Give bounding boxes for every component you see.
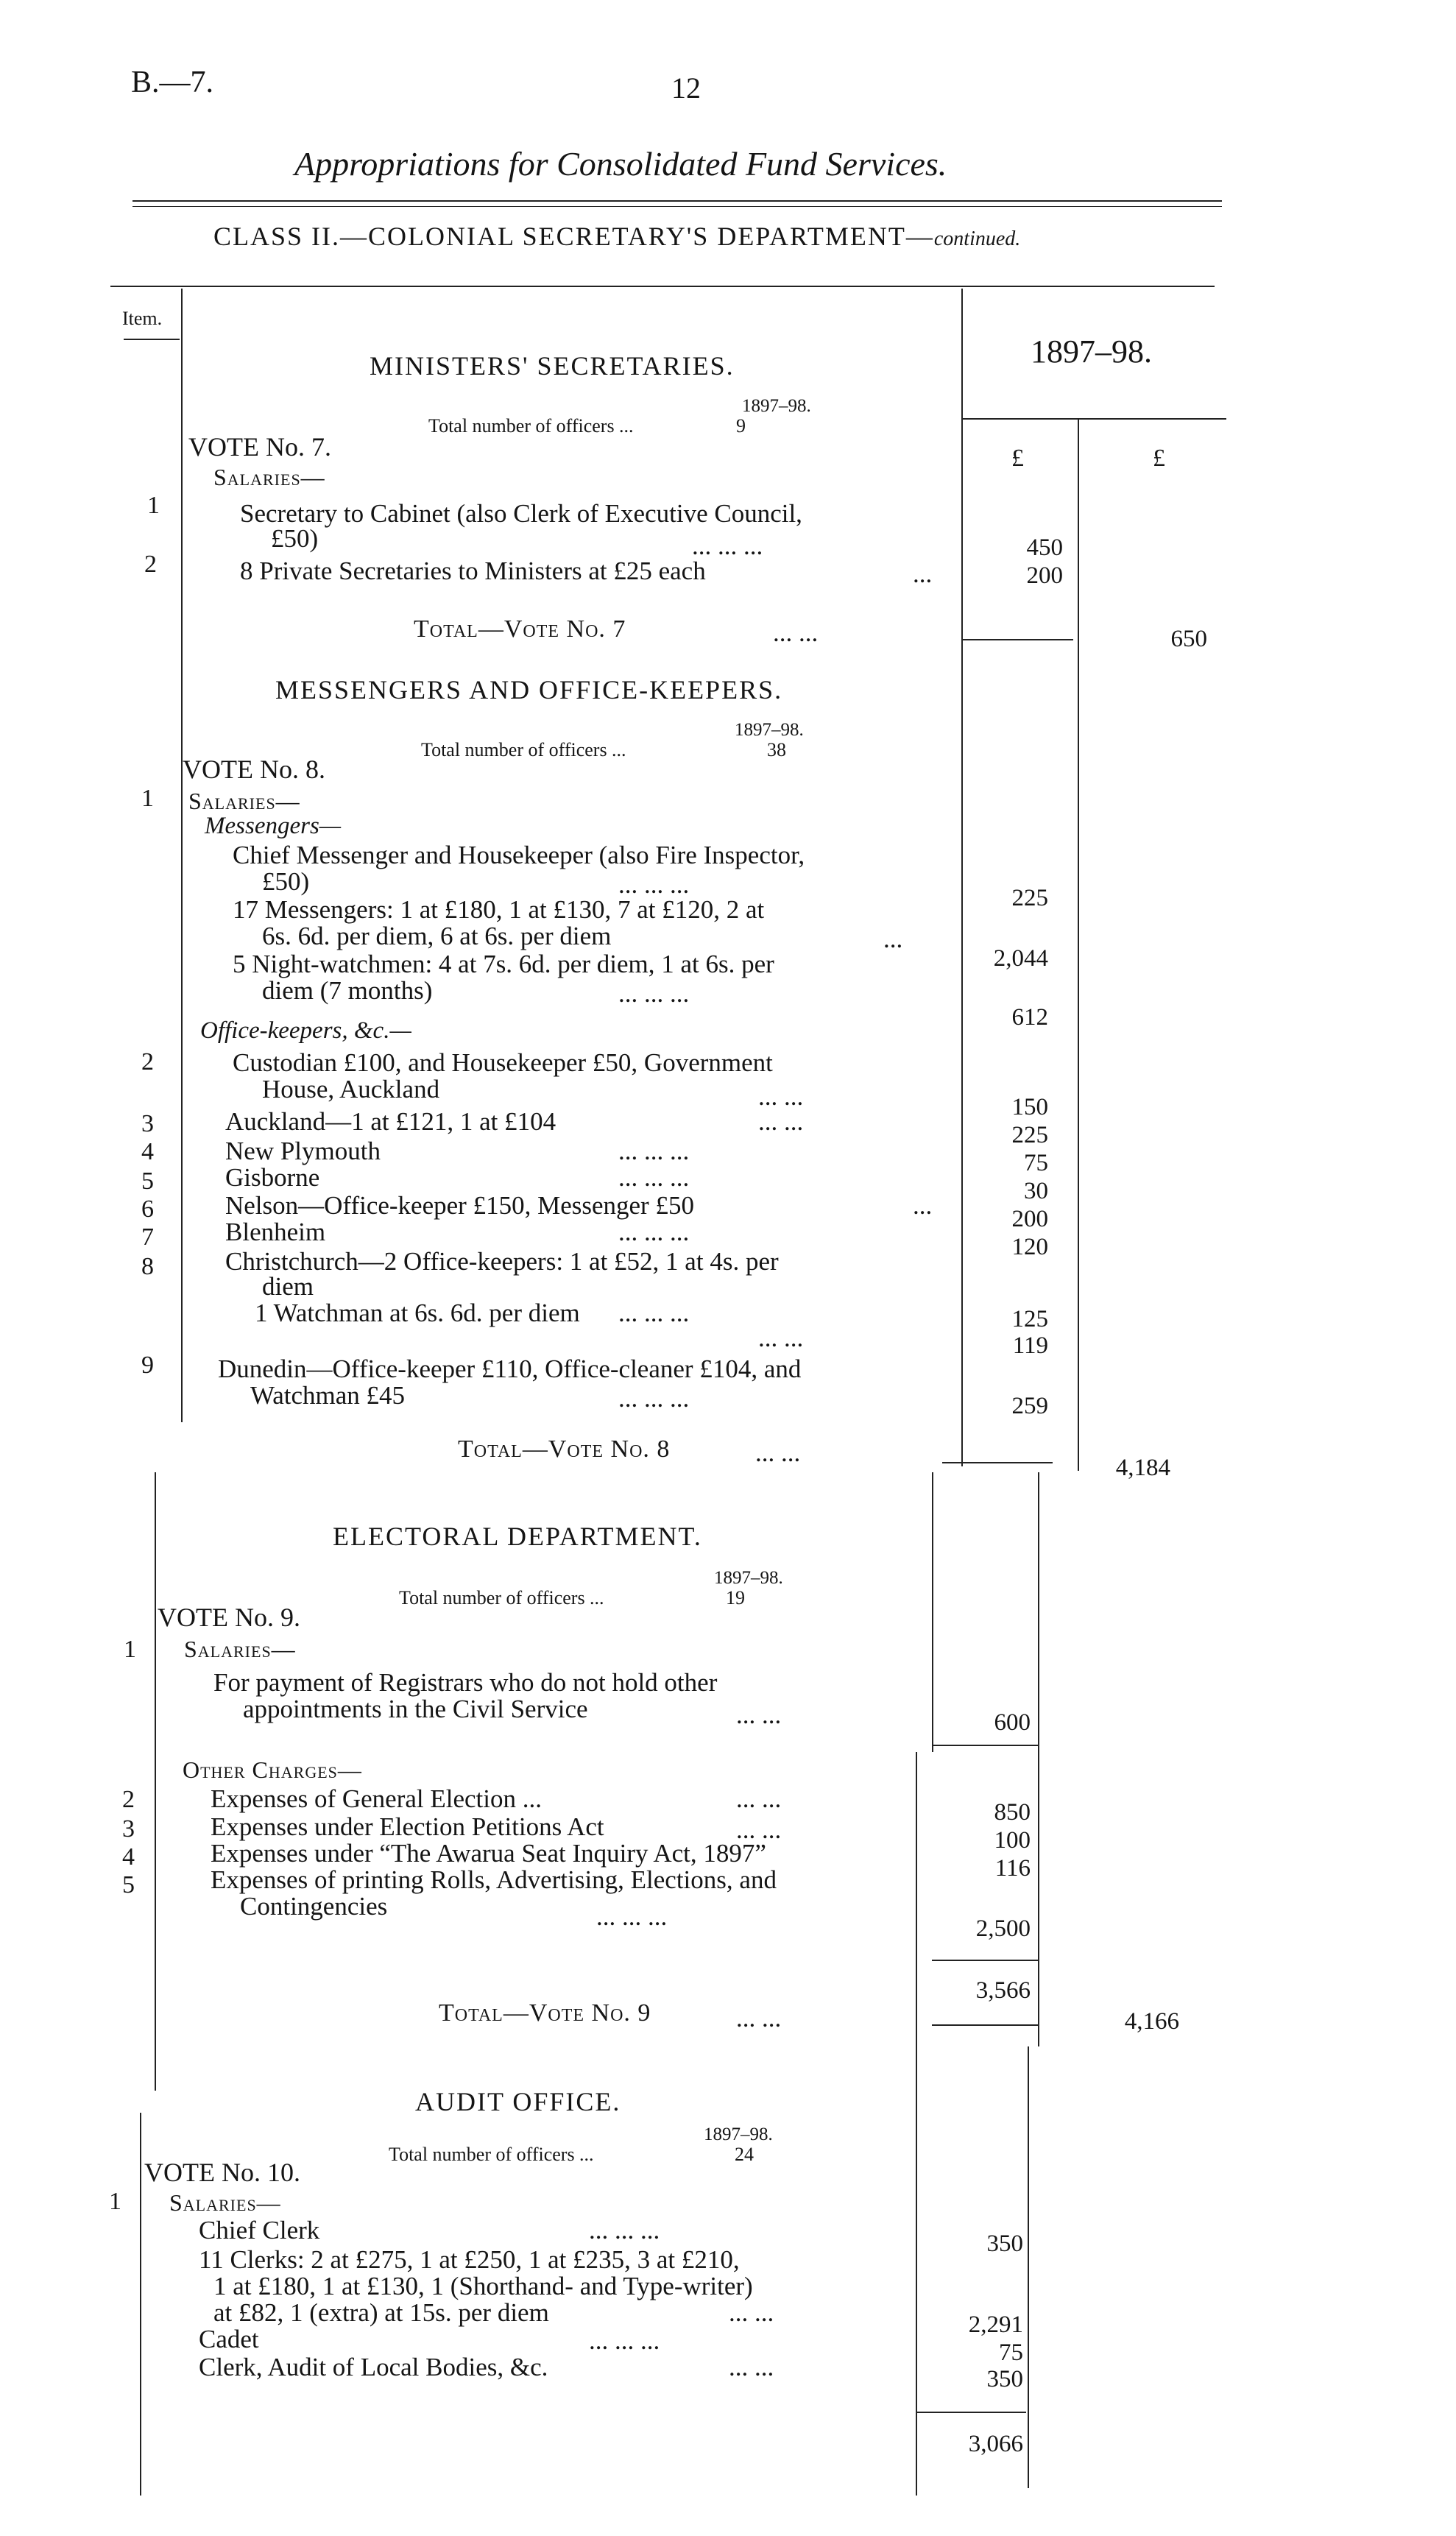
- officers-count: 38: [767, 739, 786, 760]
- item-number: 6: [141, 1195, 154, 1223]
- item-description: 1 Watchman at 6s. 6d. per diem: [255, 1299, 580, 1327]
- item-amount: 2,044: [993, 945, 1048, 972]
- total-column-divider: [1078, 418, 1079, 1471]
- item-number: 5: [141, 1168, 154, 1195]
- total-column-divider-audit: [1028, 2046, 1029, 2488]
- vote-total-label: Total—Vote No. 7: [414, 615, 626, 643]
- item-amount: 850: [994, 1799, 1031, 1826]
- item-description: Cadet: [199, 2325, 259, 2353]
- item-amount: 150: [1011, 1094, 1048, 1120]
- officers-year: 1897–98.: [704, 2124, 773, 2144]
- class-heading: CLASS II.—COLONIAL SECRETARY'S DEPARTMENT—continued.: [213, 222, 1021, 251]
- leader-dots: ... ... ...: [596, 1902, 668, 1931]
- page-title: Appropriations for Consolidated Fund Services.: [294, 145, 947, 183]
- item-description-cont: Contingencies: [240, 1892, 388, 1921]
- officers-year: 1897–98.: [714, 1568, 783, 1588]
- item-description-cont: £50): [262, 867, 310, 896]
- table-top-rule: [110, 286, 1215, 287]
- officers-label: Total number of officers ...: [421, 739, 626, 760]
- year-header-rule: [961, 418, 1226, 420]
- leader-dots: ... ... ...: [618, 1218, 690, 1246]
- item-number: 3: [122, 1815, 135, 1843]
- item-amount: 2,291: [968, 2311, 1023, 2338]
- leader-dots: ... ... ...: [618, 979, 690, 1008]
- leader-dots: ... ...: [758, 1324, 804, 1352]
- item-amount: 350: [986, 2366, 1023, 2392]
- item-amount: 200: [1011, 1206, 1048, 1232]
- item-number: 1: [124, 1636, 136, 1663]
- item-description: 5 Night-watchmen: 4 at 7s. 6d. per diem, 1 at 6s. per: [233, 950, 774, 978]
- item-description: Chief Messenger and Housekeeper (also Fire Inspector,: [233, 841, 805, 869]
- item-description: Expenses of General Election ...: [211, 1784, 542, 1813]
- total-column-divider-lower: [1038, 1472, 1039, 2046]
- item-number: 3: [141, 1110, 154, 1137]
- leader-dots: ... ... ...: [618, 870, 690, 899]
- item-column-divider: [181, 289, 183, 1422]
- item-description: Gisborne: [225, 1163, 320, 1192]
- subtotal-amount: 3,566: [975, 1977, 1031, 2004]
- item-description: Expenses under Election Petitions Act: [211, 1812, 604, 1841]
- leader-dots: ... ... ...: [692, 531, 763, 560]
- total-rule: [963, 639, 1073, 640]
- vote-total: 650: [1170, 626, 1207, 652]
- vote-heading: VOTE No. 8.: [183, 755, 325, 784]
- item-number: 5: [122, 1871, 135, 1899]
- item-amount: 259: [1011, 1393, 1048, 1419]
- vote-heading: VOTE No. 7.: [188, 432, 331, 462]
- subtotal-rule: [932, 1960, 1038, 1961]
- item-amount: 119: [1012, 1332, 1048, 1359]
- pound-sign-total: £: [1153, 445, 1165, 472]
- item-number: 2: [122, 1786, 135, 1813]
- pound-sign-amount: £: [1011, 445, 1024, 472]
- officers-label: Total number of officers ...: [428, 415, 634, 437]
- item-number: 1: [109, 2188, 121, 2215]
- vote-total-label: Total—Vote No. 8: [458, 1435, 671, 1463]
- item-amount: 30: [1024, 1178, 1048, 1204]
- leader-dots: ...: [913, 559, 933, 588]
- item-number: 4: [122, 1843, 135, 1871]
- leader-dots: ... ... ...: [618, 1384, 690, 1413]
- leader-dots: ... ... ...: [589, 2216, 660, 2244]
- page-number: 12: [671, 71, 701, 105]
- leader-dots: ...: [913, 1191, 933, 1220]
- title-rule-top: [132, 200, 1222, 202]
- leader-dots: ... ... ...: [618, 1299, 690, 1327]
- amount-column-divider: [961, 289, 963, 1466]
- item-amount: 600: [994, 1709, 1031, 1736]
- leader-dots: ... ...: [729, 2353, 774, 2381]
- leader-dots: ... ...: [736, 2004, 782, 2032]
- item-description-cont: appointments in the Civil Service: [243, 1695, 588, 1723]
- item-description: Christchurch—2 Office-keepers: 1 at £52, 1 at 4s. per: [225, 1247, 779, 1276]
- item-description: Expenses under “The Awarua Seat Inquiry Act, 1897”: [211, 1839, 766, 1868]
- item-description: For payment of Registrars who do not hold other: [213, 1668, 718, 1697]
- item-amount: 612: [1011, 1004, 1048, 1031]
- section-title-ministers: MINISTERS' SECRETARIES.: [370, 351, 735, 381]
- year-column-header: 1897–98.: [1031, 333, 1152, 370]
- item-description: Secretary to Cabinet (also Clerk of Executive Council,: [240, 499, 802, 528]
- item-amount: 116: [994, 1855, 1031, 1882]
- item-description: Blenheim: [225, 1218, 326, 1246]
- salaries-heading: Salaries—: [169, 2189, 281, 2216]
- salaries-heading: Salaries—: [184, 1636, 296, 1662]
- leader-dots: ... ...: [736, 1784, 782, 1813]
- item-header-rule: [124, 339, 180, 340]
- leader-dots: ... ...: [755, 1438, 801, 1467]
- item-number: 7: [141, 1223, 154, 1251]
- item-description: 11 Clerks: 2 at £275, 1 at £250, 1 at £235, 3 at £210,: [199, 2245, 740, 2274]
- item-number: 2: [144, 551, 157, 578]
- item-description-cont: 1 at £180, 1 at £130, 1 (Shorthand- and Type-writer): [213, 2272, 753, 2300]
- item-description-cont: diem (7 months): [262, 976, 433, 1005]
- item-number: 1: [147, 492, 160, 519]
- item-description: Custodian £100, and Housekeeper £50, Government: [233, 1048, 773, 1077]
- document-code: B.—7.: [131, 66, 214, 99]
- officers-count: 9: [736, 415, 746, 437]
- item-amount: 75: [999, 2339, 1023, 2366]
- vote-total: 4,166: [1124, 2008, 1179, 2035]
- officers-count: 19: [726, 1587, 745, 1608]
- salaries-heading: Salaries—: [188, 788, 300, 814]
- leader-dots: ...: [883, 925, 903, 953]
- title-rule-bottom: [132, 206, 1222, 207]
- item-description-cont: £50): [271, 524, 319, 553]
- item-number: 9: [141, 1352, 154, 1379]
- item-amount: 225: [1011, 1122, 1048, 1148]
- vote-total-label: Total—Vote No. 9: [439, 1999, 651, 2027]
- item-amount: 100: [994, 1827, 1031, 1854]
- other-charges-heading: Other Charges—: [183, 1756, 362, 1783]
- leader-dots: ... ...: [773, 618, 819, 647]
- leader-dots: ... ...: [736, 1815, 782, 1844]
- item-amount: 75: [1024, 1150, 1048, 1176]
- item-description: Auckland—1 at £121, 1 at £104: [225, 1107, 556, 1136]
- item-description: Dunedin—Office-keeper £110, Office-cleaner £104, and: [218, 1354, 802, 1383]
- leader-dots: ... ...: [758, 1082, 804, 1111]
- officers-label: Total number of officers ...: [389, 2144, 594, 2165]
- item-column-divider-lower: [155, 1472, 156, 2091]
- item-description-cont: House, Auckland: [262, 1075, 440, 1103]
- item-column-divider-audit: [140, 2113, 141, 2496]
- officers-count: 24: [735, 2144, 754, 2165]
- item-description-cont: 6s. 6d. per diem, 6 at 6s. per diem: [262, 922, 612, 950]
- item-description: 8 Private Secretaries to Ministers at £25 each: [240, 557, 706, 585]
- subtotal-rule: [932, 1745, 1038, 1746]
- item-description: Chief Clerk: [199, 2216, 320, 2244]
- item-description: New Plymouth: [225, 1137, 381, 1165]
- item-amount: 125: [1011, 1306, 1048, 1332]
- item-amount: 350: [986, 2231, 1023, 2257]
- subtotal-rule: [916, 2412, 1026, 2413]
- officers-year: 1897–98.: [735, 720, 804, 740]
- item-amount: 2,500: [975, 1915, 1031, 1942]
- item-column-header: Item.: [122, 308, 163, 329]
- item-description: Nelson—Office-keeper £150, Messenger £50: [225, 1191, 694, 1220]
- vote-heading: VOTE No. 9.: [158, 1603, 300, 1632]
- vote-heading: VOTE No. 10.: [144, 2158, 300, 2187]
- item-number: 8: [141, 1253, 154, 1280]
- total-rule: [932, 2024, 1038, 2026]
- item-amount: 225: [1011, 885, 1048, 911]
- section-title-electoral: ELECTORAL DEPARTMENT.: [333, 1522, 702, 1551]
- amount-column-divider-audit: [916, 1752, 917, 2496]
- item-number: 2: [141, 1048, 154, 1075]
- item-amount: 200: [1026, 562, 1063, 589]
- subtotal-amount: 3,066: [968, 2431, 1023, 2457]
- officers-label: Total number of officers ...: [399, 1587, 604, 1608]
- item-description-cont: at £82, 1 (extra) at 15s. per diem: [213, 2298, 549, 2327]
- section-title-audit: AUDIT OFFICE.: [415, 2087, 621, 2116]
- leader-dots: ... ... ...: [618, 1163, 690, 1192]
- class-heading-continued: continued.: [933, 227, 1021, 250]
- item-number: 4: [141, 1138, 154, 1165]
- item-description-cont: Watchman £45: [250, 1381, 406, 1410]
- leader-dots: ... ...: [758, 1107, 804, 1136]
- salaries-heading: Salaries—: [213, 464, 325, 490]
- item-amount: 450: [1026, 534, 1063, 561]
- section-title-messengers: MESSENGERS AND OFFICE-KEEPERS.: [275, 675, 783, 704]
- item-number: 1: [141, 785, 154, 812]
- leader-dots: ... ... ...: [618, 1137, 690, 1165]
- item-description: Clerk, Audit of Local Bodies, &c.: [199, 2353, 548, 2381]
- item-amount: 120: [1011, 1234, 1048, 1260]
- subheading-office-keepers: Office-keepers, &c.—: [200, 1017, 411, 1044]
- item-description-cont: diem: [262, 1272, 314, 1301]
- leader-dots: ... ...: [729, 2298, 774, 2327]
- item-description: Expenses of printing Rolls, Advertising, Elections, and: [211, 1865, 777, 1894]
- leader-dots: ... ...: [736, 1700, 782, 1729]
- item-description: 17 Messengers: 1 at £180, 1 at £130, 7 at £120, 2 at: [233, 895, 765, 924]
- total-rule: [942, 1462, 1053, 1463]
- leader-dots: ... ... ...: [589, 2326, 660, 2355]
- subheading-messengers: Messengers—: [205, 813, 342, 839]
- vote-total: 4,184: [1115, 1455, 1170, 1481]
- officers-year: 1897–98.: [742, 396, 811, 416]
